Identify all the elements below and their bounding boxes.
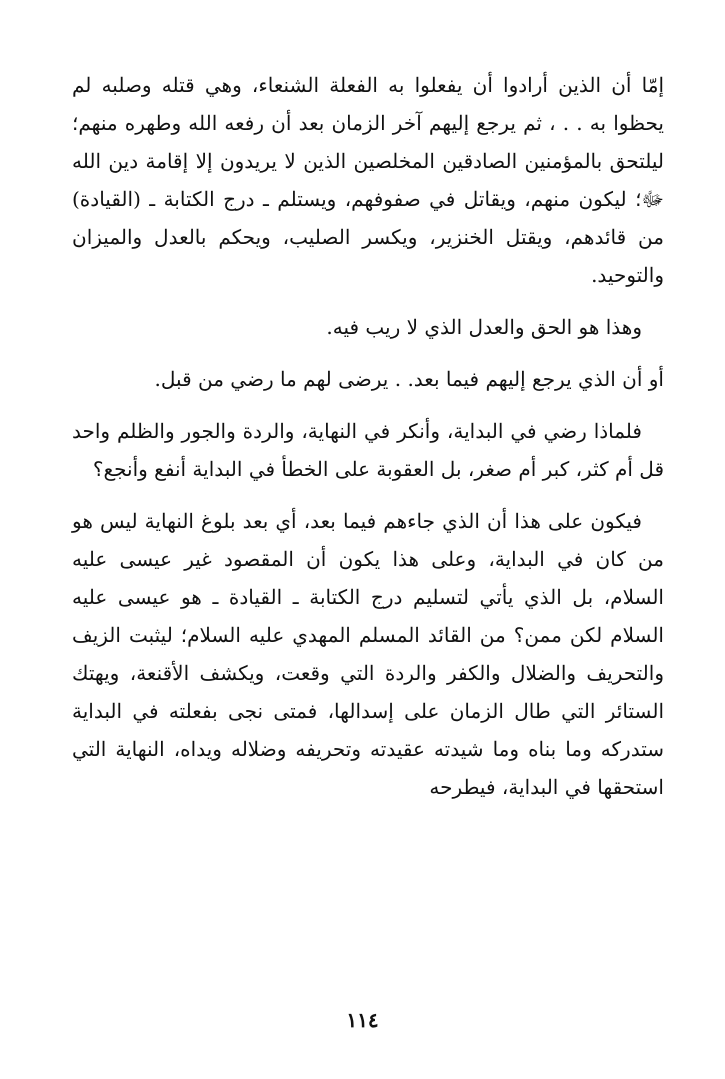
page-number: ١١٤ <box>346 1008 379 1032</box>
paragraph-5: فيكون على هذا أن الذي جاءهم فيما بعد، أي بعد بلوغ النهاية ليس هو من كان في البداية، وعلى هذا يكون أن المقصود غير عيسى عليه السلام، بل الذي يأتي لتسليم درج الكتابة ـ القيادة ـ هو عيسى عليه السلام لكن ممن؟ من القائد المسلم المهدي عليه السلام؛ ليثبت الزيف والتحريف والضلال والكفر والردة التي وقعت، ويكشف الأقنعة، ويهتك الستائر التي طال الزمان على إسدالها، فمتى نجى بفعلته في البداية ستدركه وما بناه وما شيدته عقيدته وتحريفه وضلاله ويداه، النهاية التي استحقها في البداية، فيطرحه <box>72 509 664 799</box>
paragraph-2: وهذا هو الحق والعدل الذي لا ريب فيه. <box>326 315 642 339</box>
paragraph-4: فلماذا رضي في البداية، وأنكر في النهاية، والردة والجور والظلم واحد قل أم كثر، كبر أم صغر، بل العقوبة على الخطأ في البداية أنفع وأنجع؟ <box>72 419 664 481</box>
paragraph-3: أو أن الذي يرجع إليهم فيما بعد. . يرضى لهم ما رضي من قبل. <box>154 367 664 391</box>
body-text <box>72 66 664 806</box>
paragraph-1: إمّا أن الذين أرادوا أن يفعلوا به الفعلة الشنعاء، وهي قتله وصلبه لم يحظوا به . . ، ثم يرجع إليهم آخر الزمان بعد أن رفعه الله وطهره منهم؛ ليلتحق بالمؤمنين الصادقين المخلصين الذين لا يريدون إلا إقامة دين الله ﷻ؛ ليكون منهم، ويقاتل في صفوفهم، ويستلم ـ درج الكتابة ـ (القيادة) من قائدهم، ويقتل الخنزير، ويكسر الصليب، ويحكم بالعدل والميزان والتوحيد. <box>72 73 665 287</box>
